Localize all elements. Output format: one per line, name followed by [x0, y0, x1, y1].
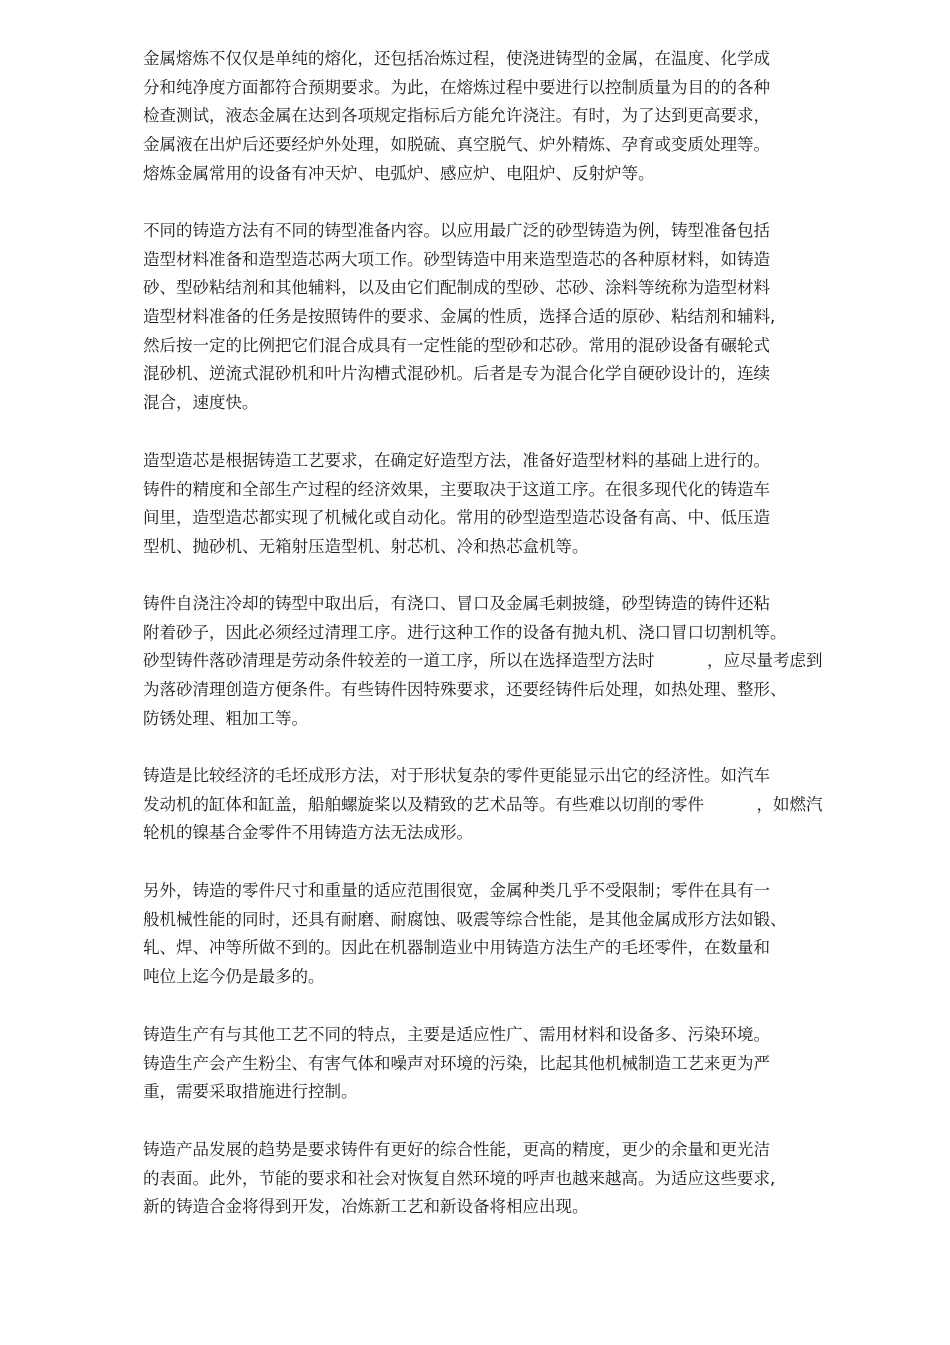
- text-line: 吨位上迄今仍是最多的。: [143, 967, 325, 987]
- text-line: 铸造生产有与其他工艺不同的特点，主要是适应性广、需用材料和设备多、污染环境。: [143, 1025, 770, 1044]
- text-line: 造型材料准备和造型造芯两大项工作。砂型铸造中用来造型造芯的各种原材料，如铸造: [143, 249, 770, 269]
- text-line: 铸件自浇注冷却的铸型中取出后，有浇口、冒口及金属毛刺披缝，砂型铸造的铸件还粘: [143, 594, 770, 613]
- text-line: 金属熔炼不仅仅是单纯的熔化，还包括冶炼过程，使浇进铸型的金属，在温度、化学成: [143, 49, 770, 68]
- text-line: 的表面。此外，节能的要求和社会对恢复自然环境的呼声也越来越高。为适应这些要求,: [143, 1168, 776, 1188]
- text-line: 新的铸造合金将得到开发，冶炼新工艺和新设备将相应出现。: [143, 1197, 589, 1217]
- text-line: 铸造产品发展的趋势是要求铸件有更好的综合性能，更高的精度，更少的余量和更光洁: [143, 1140, 770, 1159]
- text-line: 轮机的镍基合金零件不用铸造方法无法成形。: [143, 823, 473, 843]
- text-line: 发动机的缸体和缸盖，船舶螺旋桨以及精致的艺术品等。有些难以切削的零件 ，如燃汽: [143, 794, 823, 814]
- paragraph-characteristics: [143, 1021, 770, 1107]
- text-line: 防锈处理、粗加工等。: [143, 708, 308, 728]
- text-line: 造型材料准备的任务是按照铸件的要求、金属的性质，选择合适的原砂、粘结剂和辅料,: [143, 307, 776, 327]
- text-line: 混合，速度快。: [143, 393, 259, 413]
- text-line: 分和纯净度方面都符合预期要求。为此，在熔炼过程中要进行以控制质量为目的的各种: [143, 77, 770, 97]
- paragraph-molding-coremaking: [143, 447, 770, 562]
- text-line: 铸造生产会产生粉尘、有害气体和噪声对环境的污染，比起其他机械制造工艺来更为严: [143, 1053, 770, 1073]
- text-line: 砂型铸件落砂清理是劳动条件较差的一道工序，所以在选择造型方法时 ，应尽量考虑到: [143, 651, 823, 671]
- text-line: 般机械性能的同时，还具有耐磨、耐腐蚀、吸震等综合性能，是其他金属成形方法如锻、: [143, 909, 787, 929]
- text-line: 不同的铸造方法有不同的铸型准备内容。以应用最广泛的砂型铸造为例，铸型准备包括: [143, 221, 770, 240]
- text-line: 混砂机、逆流式混砂机和叶片沟槽式混砂机。后者是专为混合化学自硬砂设计的，连续: [143, 364, 770, 384]
- text-line: 造型造芯是根据铸造工艺要求，在确定好造型方法，准备好造型材料的基础上进行的。: [143, 451, 770, 470]
- paragraph-smelting: [143, 45, 770, 188]
- text-line: 附着砂子，因此必须经过清理工序。进行这种工作的设备有抛丸机、浇口冒口切割机等。: [143, 622, 787, 642]
- text-line: 型机、抛砂机、无箱射压造型机、射芯机、冷和热芯盒机等。: [143, 537, 589, 557]
- text-line: 重，需要采取措施进行控制。: [143, 1082, 358, 1102]
- paragraph-adaptability: [143, 877, 787, 992]
- text-line: 另外，铸造的零件尺寸和重量的适应范围很宽，金属种类几乎不受限制；零件在具有一: [143, 881, 770, 900]
- text-line: 铸造是比较经济的毛坯成形方法，对于形状复杂的零件更能显示出它的经济性。如汽车: [143, 766, 770, 785]
- text-line: 熔炼金属常用的设备有冲天炉、电弧炉、感应炉、电阻炉、反射炉等。: [143, 163, 655, 183]
- text-line: 为落砂清理创造方便条件。有些铸件因特殊要求，还要经铸件后处理，如热处理、整形、: [143, 680, 787, 700]
- text-line: 然后按一定的比例把它们混合成具有一定性能的型砂和芯砂。常用的混砂设备有碾轮式: [143, 335, 770, 355]
- text-line: 金属液在出炉后还要经炉外处理，如脱硫、真空脱气、炉外精炼、孕育或变质处理等。: [143, 135, 770, 155]
- text-line: 轧、焊、冲等所做不到的。因此在机器制造业中用铸造方法生产的毛坯零件，在数量和: [143, 938, 770, 958]
- paragraph-mold-preparation: [143, 217, 775, 418]
- text-line: 铸件的精度和全部生产过程的经济效果，主要取决于这道工序。在很多现代化的铸造车: [143, 479, 770, 499]
- text-line: 检查测试，液态金属在达到各项规定指标后方能允许浇注。有时，为了达到更高要求，: [143, 106, 770, 126]
- text-line: 砂、型砂粘结剂和其他辅料，以及由它们配制成的型砂、芯砂、涂料等统称为造型材料: [143, 278, 770, 298]
- paragraph-economy: [143, 762, 822, 848]
- paragraph-trends: [143, 1136, 775, 1222]
- paragraph-cleaning: [143, 590, 822, 733]
- text-line: 间里，造型造芯都实现了机械化或自动化。常用的砂型造型造芯设备有高、中、低压造: [143, 508, 770, 528]
